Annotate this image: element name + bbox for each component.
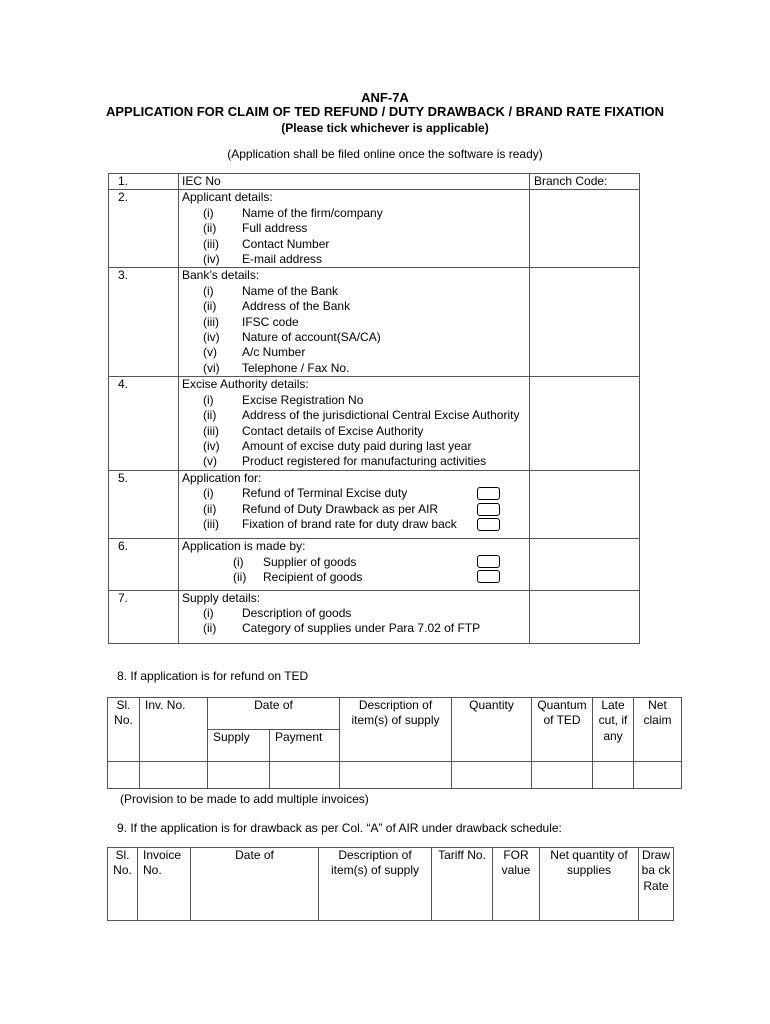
list-item: (iii) Fixation of brand rate for duty draw back — [182, 517, 529, 532]
cell-input[interactable] — [270, 762, 340, 789]
section-1-row — [109, 174, 640, 190]
drawback-table — [107, 847, 674, 921]
section-number: 2. — [109, 190, 179, 268]
section-4-row — [109, 377, 640, 470]
cell-input[interactable] — [140, 762, 208, 789]
section-label: Application for: — [182, 470, 262, 485]
supply-details-field[interactable] — [530, 590, 640, 643]
list-item: (ii) Recipient of goods — [182, 570, 529, 585]
drawback-heading: 9. If the application is for drawback as per Col. “A” of AIR under drawback schedule: — [117, 821, 562, 835]
form-title: APPLICATION FOR CLAIM OF TED REFUND / DUTY DRAWBACK / BRAND RATE FIXATION — [105, 104, 665, 119]
col-drawback-rate: Drawba ck Rate — [639, 848, 674, 921]
list-item: (i) Excise Registration No — [203, 392, 364, 407]
bank-details-field[interactable] — [530, 268, 640, 377]
list-item: (i) Name of the Bank — [203, 283, 339, 298]
list-item: (v) Product registered for manufacturing activities — [203, 454, 487, 469]
col-date-of: Date of — [208, 698, 340, 730]
tick-box[interactable] — [477, 555, 500, 568]
cell-input[interactable] — [634, 762, 682, 789]
list-item: (ii) Address of the jurisdictional Central Excise Authority — [203, 408, 520, 423]
col-date-of: Date of — [191, 848, 319, 921]
list-item: (ii) Address of the Bank — [203, 299, 351, 314]
section-number: 6. — [109, 539, 179, 590]
tick-box[interactable] — [477, 518, 500, 531]
application-details-table — [108, 173, 640, 644]
section-3-row — [109, 268, 640, 377]
section-5-row — [109, 470, 640, 539]
bank-details — [179, 268, 530, 377]
list-item: (iv) Nature of account(SA/CA) — [203, 330, 381, 345]
section-number: 1. — [109, 174, 179, 190]
section-label: Applicant details: — [182, 190, 273, 205]
list-item: (iii) Contact details of Excise Authority — [203, 423, 424, 438]
list-item: (v) A/c Number — [203, 345, 306, 360]
iec-no-label: IEC No — [179, 174, 530, 190]
section-label: Bank’s details: — [182, 268, 260, 283]
section-7-row — [109, 590, 640, 643]
cell-input[interactable] — [532, 762, 593, 789]
list-item: (i) Supplier of goods — [182, 555, 529, 570]
col-sl-no: Sl. No. — [108, 698, 140, 762]
excise-details-field[interactable] — [530, 377, 640, 470]
list-item: (iii) IFSC code — [203, 314, 299, 329]
col-tariff-no: Tariff No. — [432, 848, 493, 921]
list-item: (i) Description of goods — [203, 605, 352, 620]
ted-refund-table — [107, 697, 682, 789]
form-number: ANF-7A — [361, 90, 409, 105]
tick-box[interactable] — [477, 487, 500, 500]
list-item: (iii) Contact Number — [203, 236, 330, 251]
form-note: (Application shall be filed online once the software is ready) — [227, 147, 543, 161]
col-late-cut: Late cut, if any — [593, 698, 634, 762]
list-item: (vi) Telephone / Fax No. — [203, 360, 350, 375]
list-item: (ii) Refund of Duty Drawback as per AIR — [182, 502, 529, 517]
applicant-details-field[interactable] — [530, 190, 640, 268]
application-for-field[interactable] — [530, 470, 640, 539]
cell-input[interactable] — [208, 762, 270, 789]
section-label: Application is made by: — [182, 539, 306, 554]
col-inv-no: Inv. No. — [140, 698, 208, 762]
tick-box[interactable] — [477, 503, 500, 516]
col-description: Description of item(s) of supply — [340, 698, 452, 762]
list-item: (iv) Amount of excise duty paid during last year — [203, 438, 472, 453]
branch-code-field[interactable]: Branch Code: — [530, 174, 640, 190]
cell-input[interactable] — [593, 762, 634, 789]
col-for-value: FOR value — [493, 848, 540, 921]
list-item: (ii) Category of supplies under Para 7.02 of FTP — [203, 621, 481, 636]
form-instruction: (Please tick whichever is applicable) — [281, 121, 489, 135]
application-made-by — [179, 539, 530, 590]
provision-note: (Provision to be made to add multiple invoices) — [120, 792, 369, 806]
section-number: 4. — [109, 377, 179, 470]
col-quantum-ted: Quantum of TED — [532, 698, 593, 762]
col-sl-no: Sl. No. — [108, 848, 138, 921]
excise-authority-details — [179, 377, 530, 470]
list-item: (iv) E-mail address — [203, 252, 323, 267]
supply-details — [179, 590, 530, 643]
section-number: 7. — [109, 590, 179, 643]
list-item: (ii) Full address — [203, 221, 308, 236]
section-number: 3. — [109, 268, 179, 377]
col-invoice-no: Invoice No. — [138, 848, 191, 921]
col-net-claim: Net claim — [634, 698, 682, 762]
section-6-row — [109, 539, 640, 590]
made-by-field[interactable] — [530, 539, 640, 590]
application-for — [179, 470, 530, 539]
tick-box[interactable] — [477, 570, 500, 583]
section-label: Supply details: — [182, 590, 261, 605]
ted-heading: 8. If application is for refund on TED — [117, 669, 309, 683]
section-label: Excise Authority details: — [182, 377, 309, 392]
col-description: Description of item(s) of supply — [319, 848, 432, 921]
list-item: (i) Name of the firm/company — [203, 205, 383, 220]
table-row — [108, 762, 682, 789]
cell-input[interactable] — [452, 762, 532, 789]
section-number: 5. — [109, 470, 179, 539]
list-item: (i) Refund of Terminal Excise duty — [182, 486, 529, 501]
col-supply: Supply — [208, 730, 270, 762]
col-quantity: Quantity — [452, 698, 532, 762]
cell-input[interactable] — [340, 762, 452, 789]
section-2-row — [109, 190, 640, 268]
col-net-quantity: Net quantity of supplies — [540, 848, 639, 921]
col-payment: Payment — [270, 730, 340, 762]
applicant-details — [179, 190, 530, 268]
cell-input[interactable] — [108, 762, 140, 789]
